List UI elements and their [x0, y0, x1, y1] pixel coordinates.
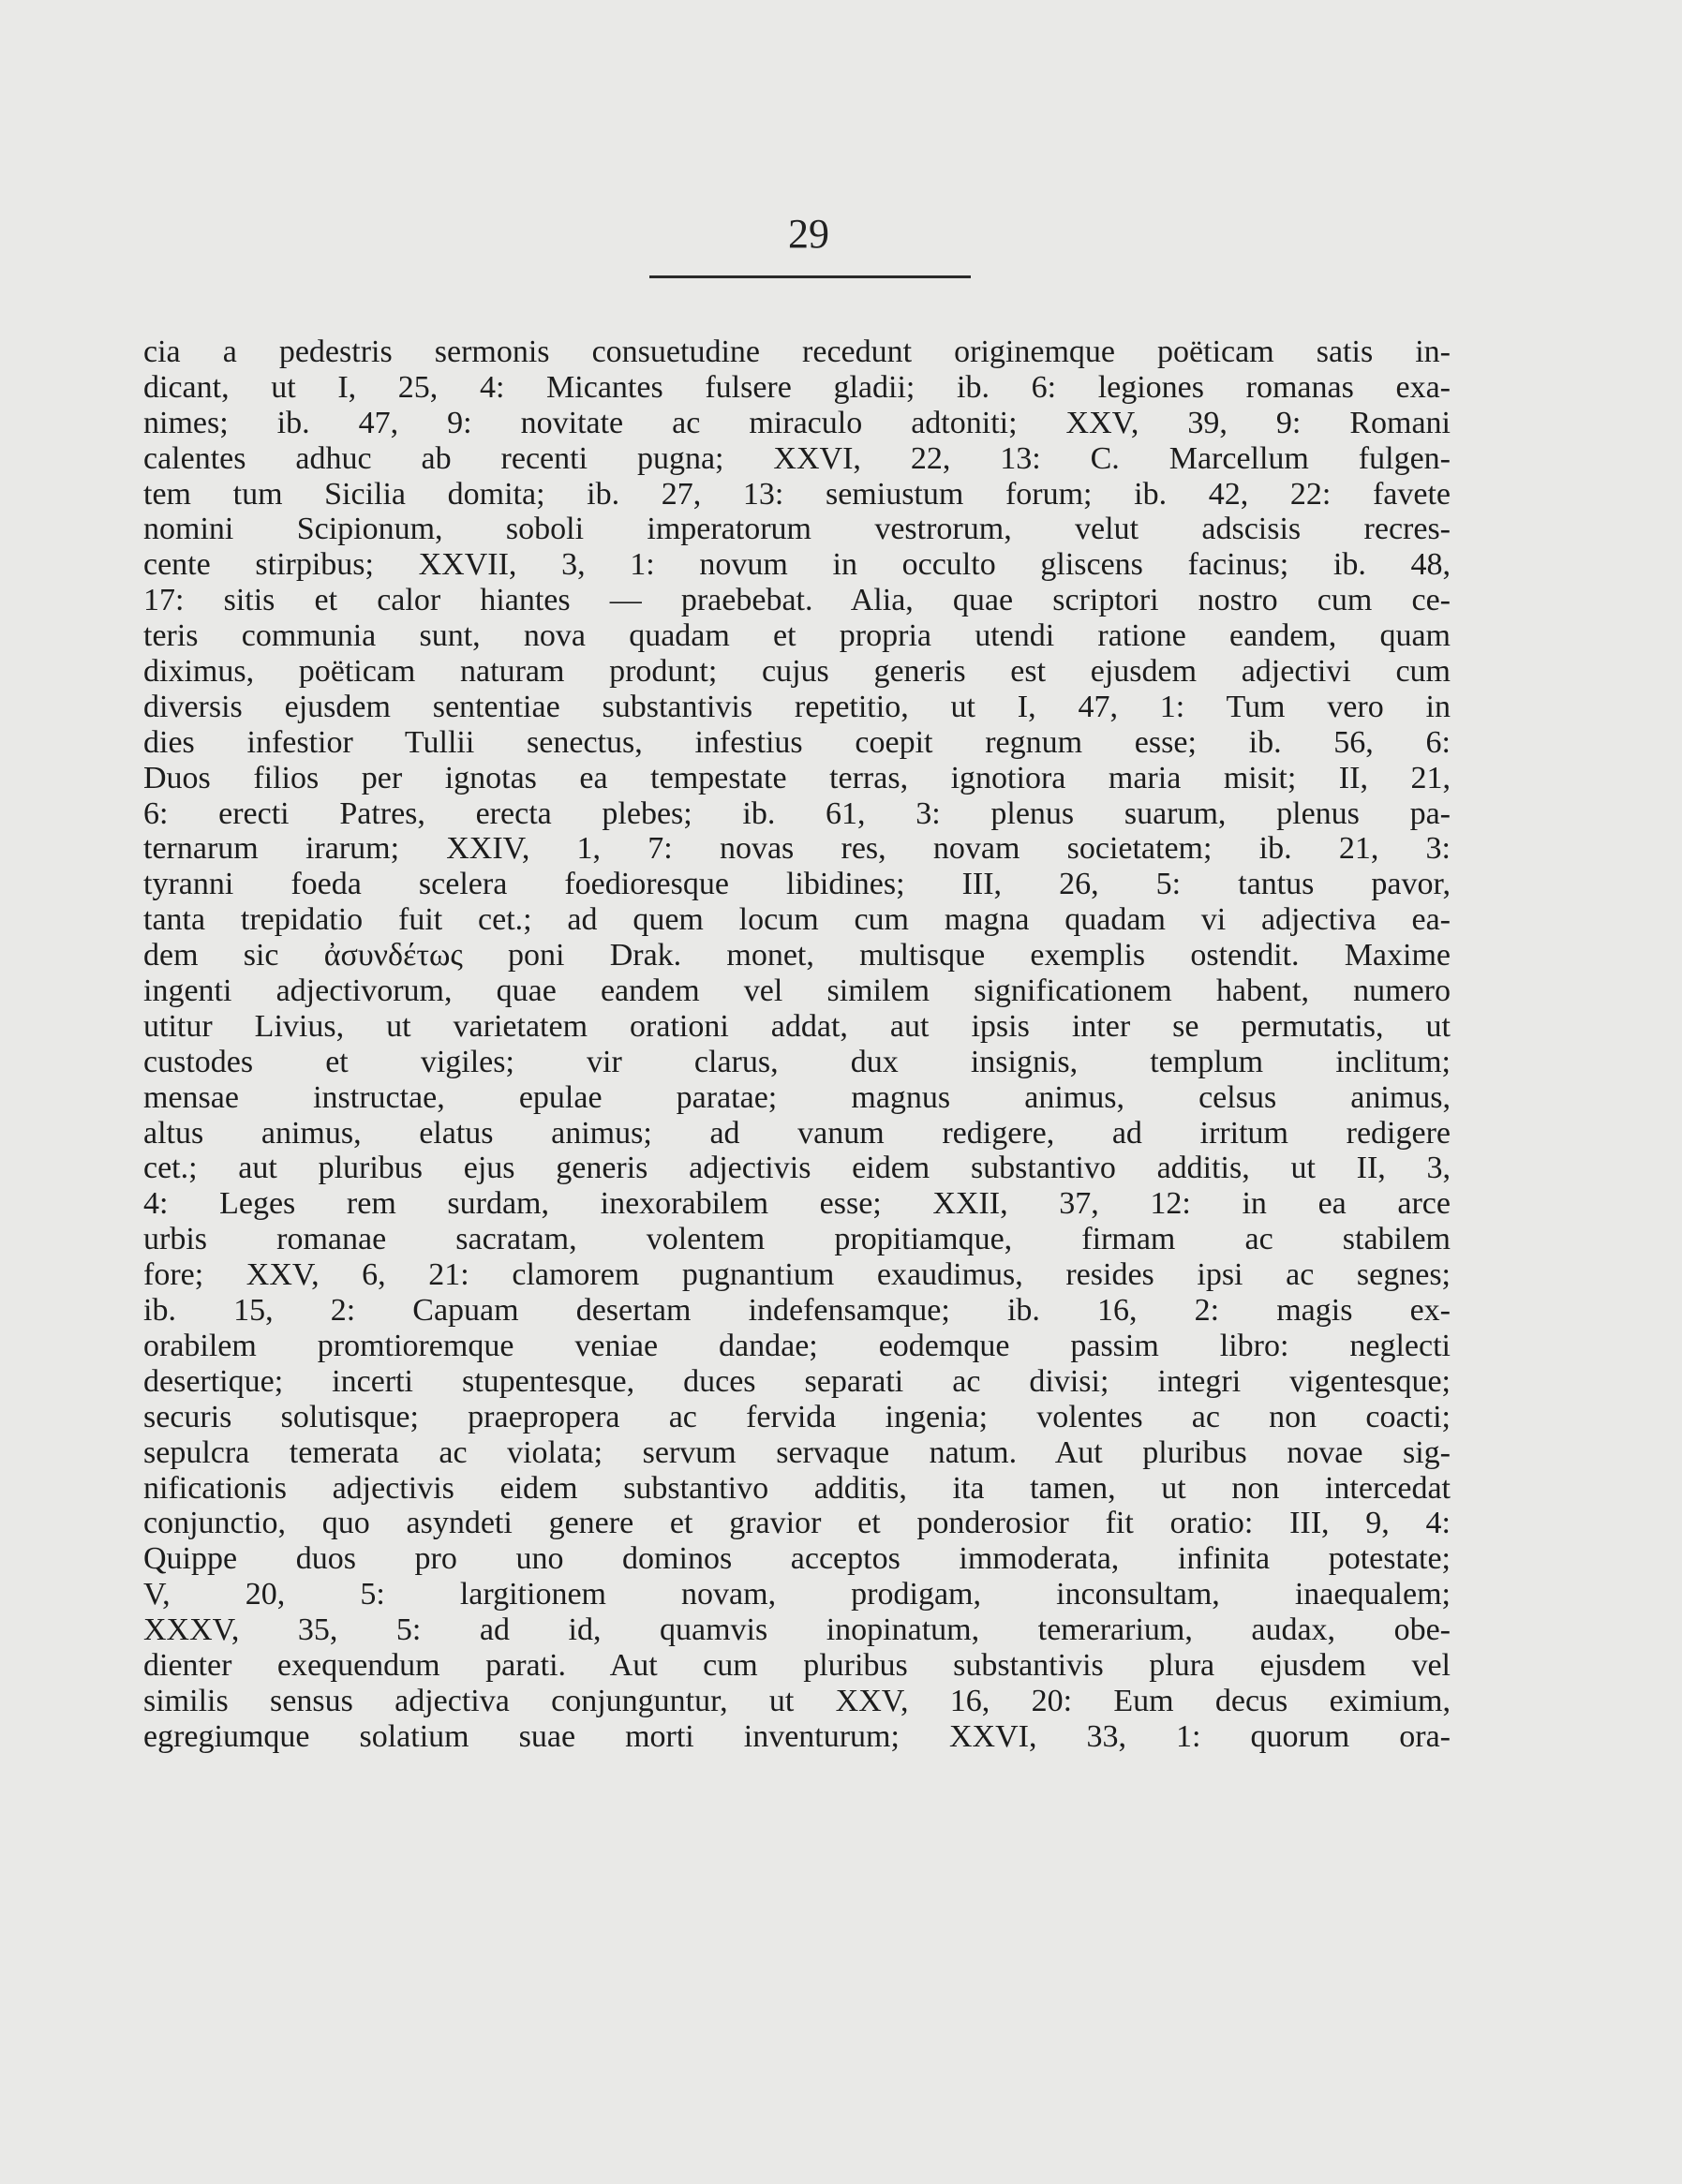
text-line: V, 20, 5: largitionem novam, prodigam, inconsultam, inaequalem; — [143, 1577, 1451, 1612]
text-line: XXXV, 35, 5: ad id, quamvis inopinatum, temerarium, audax, obe- — [143, 1612, 1451, 1648]
text-line: egregiumque solatium suae morti inventurum; XXVI, 33, 1: quorum ora- — [143, 1718, 1451, 1754]
text-line: 6: erecti Patres, erecta plebes; ib. 61, 3: plenus suarum, plenus pa- — [143, 795, 1451, 831]
text-line: tem tum Sicilia domita; ib. 27, 13: semiustum forum; ib. 42, 22: favete — [143, 476, 1451, 512]
text-line: cia a pedestris sermonis consuetudine recedunt originemque poëticam satis in- — [143, 334, 1451, 369]
text-line: sepulcra temerata ac violata; servum servaque natum. Aut pluribus novae sig- — [143, 1434, 1451, 1470]
text-line: ib. 15, 2: Capuam desertam indefensamque; ib. 16, 2: magis ex- — [143, 1293, 1451, 1329]
text-line: 4: Leges rem surdam, inexorabilem esse; XXII, 37, 12: in ea arce — [143, 1186, 1451, 1222]
text-line: diximus, poëticam naturam produnt; cujus generis est ejusdem adjectivi cum — [143, 654, 1451, 690]
text-line: fore; XXV, 6, 21: clamorem pugnantium exaudimus, resides ipsi ac segnes; — [143, 1257, 1451, 1293]
page-number-rule — [649, 275, 971, 278]
text-line: cet.; aut pluribus ejus generis adjectivis eidem substantivo additis, ut II, 3, — [143, 1151, 1451, 1186]
text-line: nomini Scipionum, soboli imperatorum vestrorum, velut adscisis recres- — [143, 512, 1451, 547]
text-line: custodes et vigiles; vir clarus, dux insignis, templum inclitum; — [143, 1044, 1451, 1079]
text-line: calentes adhuc ab recenti pugna; XXVI, 22, 13: C. Marcellum fulgen- — [143, 440, 1451, 476]
text-line: securis solutisque; praepropera ac fervida ingenia; volentes ac non coacti; — [143, 1399, 1451, 1434]
text-line: dicant, ut I, 25, 4: Micantes fulsere gladii; ib. 6: legiones romanas exa- — [143, 369, 1451, 405]
text-line: urbis romanae sacratam, volentem propitiamque, firmam ac stabilem — [143, 1222, 1451, 1257]
text-line: dienter exequendum parati. Aut cum pluribus substantivis plura ejusdem vel — [143, 1647, 1451, 1683]
text-line: Duos filios per ignotas ea tempestate terras, ignotiora maria misit; II, 21, — [143, 760, 1451, 795]
text-line: teris communia sunt, nova quadam et propria utendi ratione eandem, quam — [143, 618, 1451, 654]
body-text — [143, 334, 1451, 1755]
text-line: cente stirpibus; XXVII, 3, 1: novum in occulto gliscens facinus; ib. 48, — [143, 547, 1451, 583]
text-line: conjunctio, quo asyndeti genere et gravior et ponderosior fit oratio: III, 9, 4: — [143, 1506, 1451, 1541]
text-line: tyranni foeda scelera foedioresque libidines; III, 26, 5: tantus pavor, — [143, 867, 1451, 902]
text-line: utitur Livius, ut varietatem orationi addat, aut ipsis inter se permutatis, ut — [143, 1008, 1451, 1044]
text-line: mensae instructae, epulae paratae; magnus animus, celsus animus, — [143, 1079, 1451, 1115]
text-line: nimes; ib. 47, 9: novitate ac miraculo adtoniti; XXV, 39, 9: Romani — [143, 405, 1451, 440]
text-line: dies infestior Tullii senectus, infestius coepit regnum esse; ib. 56, 6: — [143, 724, 1451, 760]
text-line: ingenti adjectivorum, quae eandem vel similem significationem habent, numero — [143, 973, 1451, 1009]
text-line: tanta trepidatio fuit cet.; ad quem locum cum magna quadam vi adjectiva ea- — [143, 902, 1451, 938]
text-line: nificationis adjectivis eidem substantivo additis, ita tamen, ut non intercedat — [143, 1470, 1451, 1506]
text-line: similis sensus adjectiva conjunguntur, ut XXV, 16, 20: Eum decus eximium, — [143, 1683, 1451, 1718]
text-line: Quippe duos pro uno dominos acceptos immoderata, infinita potestate; — [143, 1541, 1451, 1577]
text-line: diversis ejusdem sententiae substantivis repetitio, ut I, 47, 1: Tum vero in — [143, 689, 1451, 724]
text-line: orabilem promtioremque veniae dandae; eodemque passim libro: neglecti — [143, 1328, 1451, 1363]
page-number: 29 — [788, 211, 829, 257]
text-line: 17: sitis et calor hiantes — praebebat. Alia, quae scriptori nostro cum ce- — [143, 583, 1451, 618]
text-line: altus animus, elatus animus; ad vanum redigere, ad irritum redigere — [143, 1115, 1451, 1151]
text-line: dem sic ἀσυνδέτως poni Drak. monet, multisque exemplis ostendit. Maxime — [143, 938, 1451, 973]
text-line: desertique; incerti stupentesque, duces separati ac divisi; integri vigentesque; — [143, 1363, 1451, 1399]
text-line: ternarum irarum; XXIV, 1, 7: novas res, novam societatem; ib. 21, 3: — [143, 831, 1451, 867]
